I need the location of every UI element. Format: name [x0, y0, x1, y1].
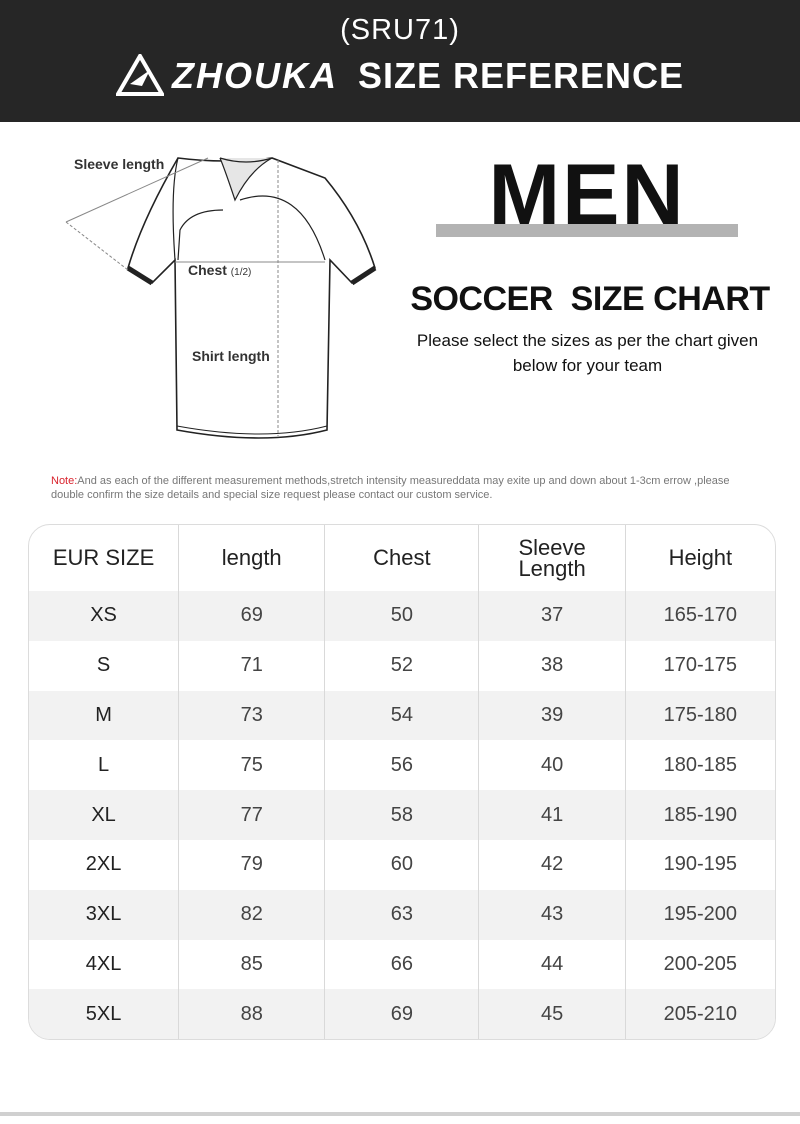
cell-size: XS [29, 591, 179, 641]
cell-chest: 60 [325, 840, 479, 890]
cell-chest: 69 [325, 989, 479, 1039]
chest-label-note: (1/2) [230, 267, 252, 278]
table-row [29, 890, 775, 940]
cell-chest: 56 [325, 740, 479, 790]
header-eur-size: EUR SIZE [29, 525, 179, 591]
cell-height: 205-210 [625, 989, 775, 1039]
cell-sleeve: 40 [479, 740, 625, 790]
cell-length: 71 [179, 641, 325, 691]
cell-size: 3XL [29, 890, 179, 940]
men-text: MEN [488, 147, 686, 243]
brand-row [0, 54, 800, 98]
table-row [29, 989, 775, 1039]
subtitle-line-1: Please select the sizes as per the chart given [416, 331, 759, 350]
cell-size: M [29, 691, 179, 741]
cell-size: 5XL [29, 989, 179, 1039]
subtitle-line-2: below for your team [512, 356, 663, 375]
table-row [29, 840, 775, 890]
cell-sleeve: 42 [479, 840, 625, 890]
size-table [28, 524, 776, 1040]
cell-height: 165-170 [625, 591, 775, 641]
chest-label [188, 262, 251, 278]
cell-size: 4XL [29, 940, 179, 990]
measurement-note [51, 474, 761, 502]
cell-size: L [29, 740, 179, 790]
cell-length: 85 [179, 940, 325, 990]
cell-size: 2XL [29, 840, 179, 890]
cell-sleeve: 44 [479, 940, 625, 990]
product-code: (SRU71) [340, 14, 460, 46]
cell-chest: 50 [325, 591, 479, 641]
chart-heading: SOCCER SIZE CHART [410, 280, 770, 318]
header-height: Height [668, 545, 733, 570]
cell-size: XL [29, 790, 179, 840]
header-length: length [179, 525, 325, 591]
cell-length: 82 [179, 890, 325, 940]
cell-length: 75 [179, 740, 325, 790]
cell-chest: 66 [325, 940, 479, 990]
header-sleeve-line2: Length [518, 556, 586, 581]
note-text: And as each of the different measurement methods,stretch intensity measureddata may exite up and down about 1-3cm errow ,please double confirm the size details and special size request please contact our custom service. [51, 475, 730, 501]
sleeve-length-label: Sleeve length [74, 156, 165, 172]
header-sleeve-length [479, 525, 625, 591]
cell-height: 200-205 [663, 952, 738, 975]
shirt-length-label: Shirt length [192, 348, 270, 364]
table-row [29, 691, 775, 741]
cell-chest: 52 [325, 641, 479, 691]
men-heading [436, 147, 738, 243]
table-row [29, 591, 775, 641]
header-bar [0, 0, 800, 122]
cell-height: 190-195 [663, 853, 738, 876]
cell-height: 180-185 [663, 753, 738, 776]
chart-subtitle [400, 328, 775, 378]
cell-height: 185-190 [625, 790, 775, 840]
cell-height: 175-180 [625, 691, 775, 741]
cell-length: 77 [179, 790, 325, 840]
cell-sleeve: 45 [479, 989, 625, 1039]
table-row [29, 940, 775, 990]
cell-size: S [29, 641, 179, 691]
cell-chest: 54 [325, 691, 479, 741]
table-header-row [29, 525, 775, 591]
cell-chest: 63 [325, 890, 479, 940]
tshirt-diagram [60, 150, 390, 450]
cell-length: 73 [179, 691, 325, 741]
cell-sleeve: 37 [479, 591, 625, 641]
page-title: SIZE REFERENCE [357, 55, 685, 96]
zhouka-logo-icon [116, 54, 164, 98]
cell-length: 79 [179, 840, 325, 890]
cell-height: 170-175 [663, 654, 738, 677]
cell-height: 195-200 [625, 890, 775, 940]
size-table-grid [29, 525, 775, 1039]
brand-name: ZHOUKA [171, 55, 338, 96]
cell-length: 69 [179, 591, 325, 641]
cell-sleeve: 43 [479, 890, 625, 940]
cell-sleeve: 39 [479, 691, 625, 741]
table-row [29, 790, 775, 840]
table-row [29, 740, 775, 790]
cell-sleeve: 38 [479, 641, 625, 691]
header-chest: Chest [325, 525, 479, 591]
note-prefix: Note: [51, 475, 78, 487]
cell-length: 88 [179, 989, 325, 1039]
table-row [29, 641, 775, 691]
cell-chest: 58 [325, 790, 479, 840]
cell-sleeve: 41 [479, 790, 625, 840]
bottom-divider [0, 1112, 800, 1116]
tshirt-outline-icon [60, 150, 390, 450]
chest-label-text: Chest [188, 262, 227, 278]
header-sleeve-line1: Sleeve [518, 535, 586, 560]
